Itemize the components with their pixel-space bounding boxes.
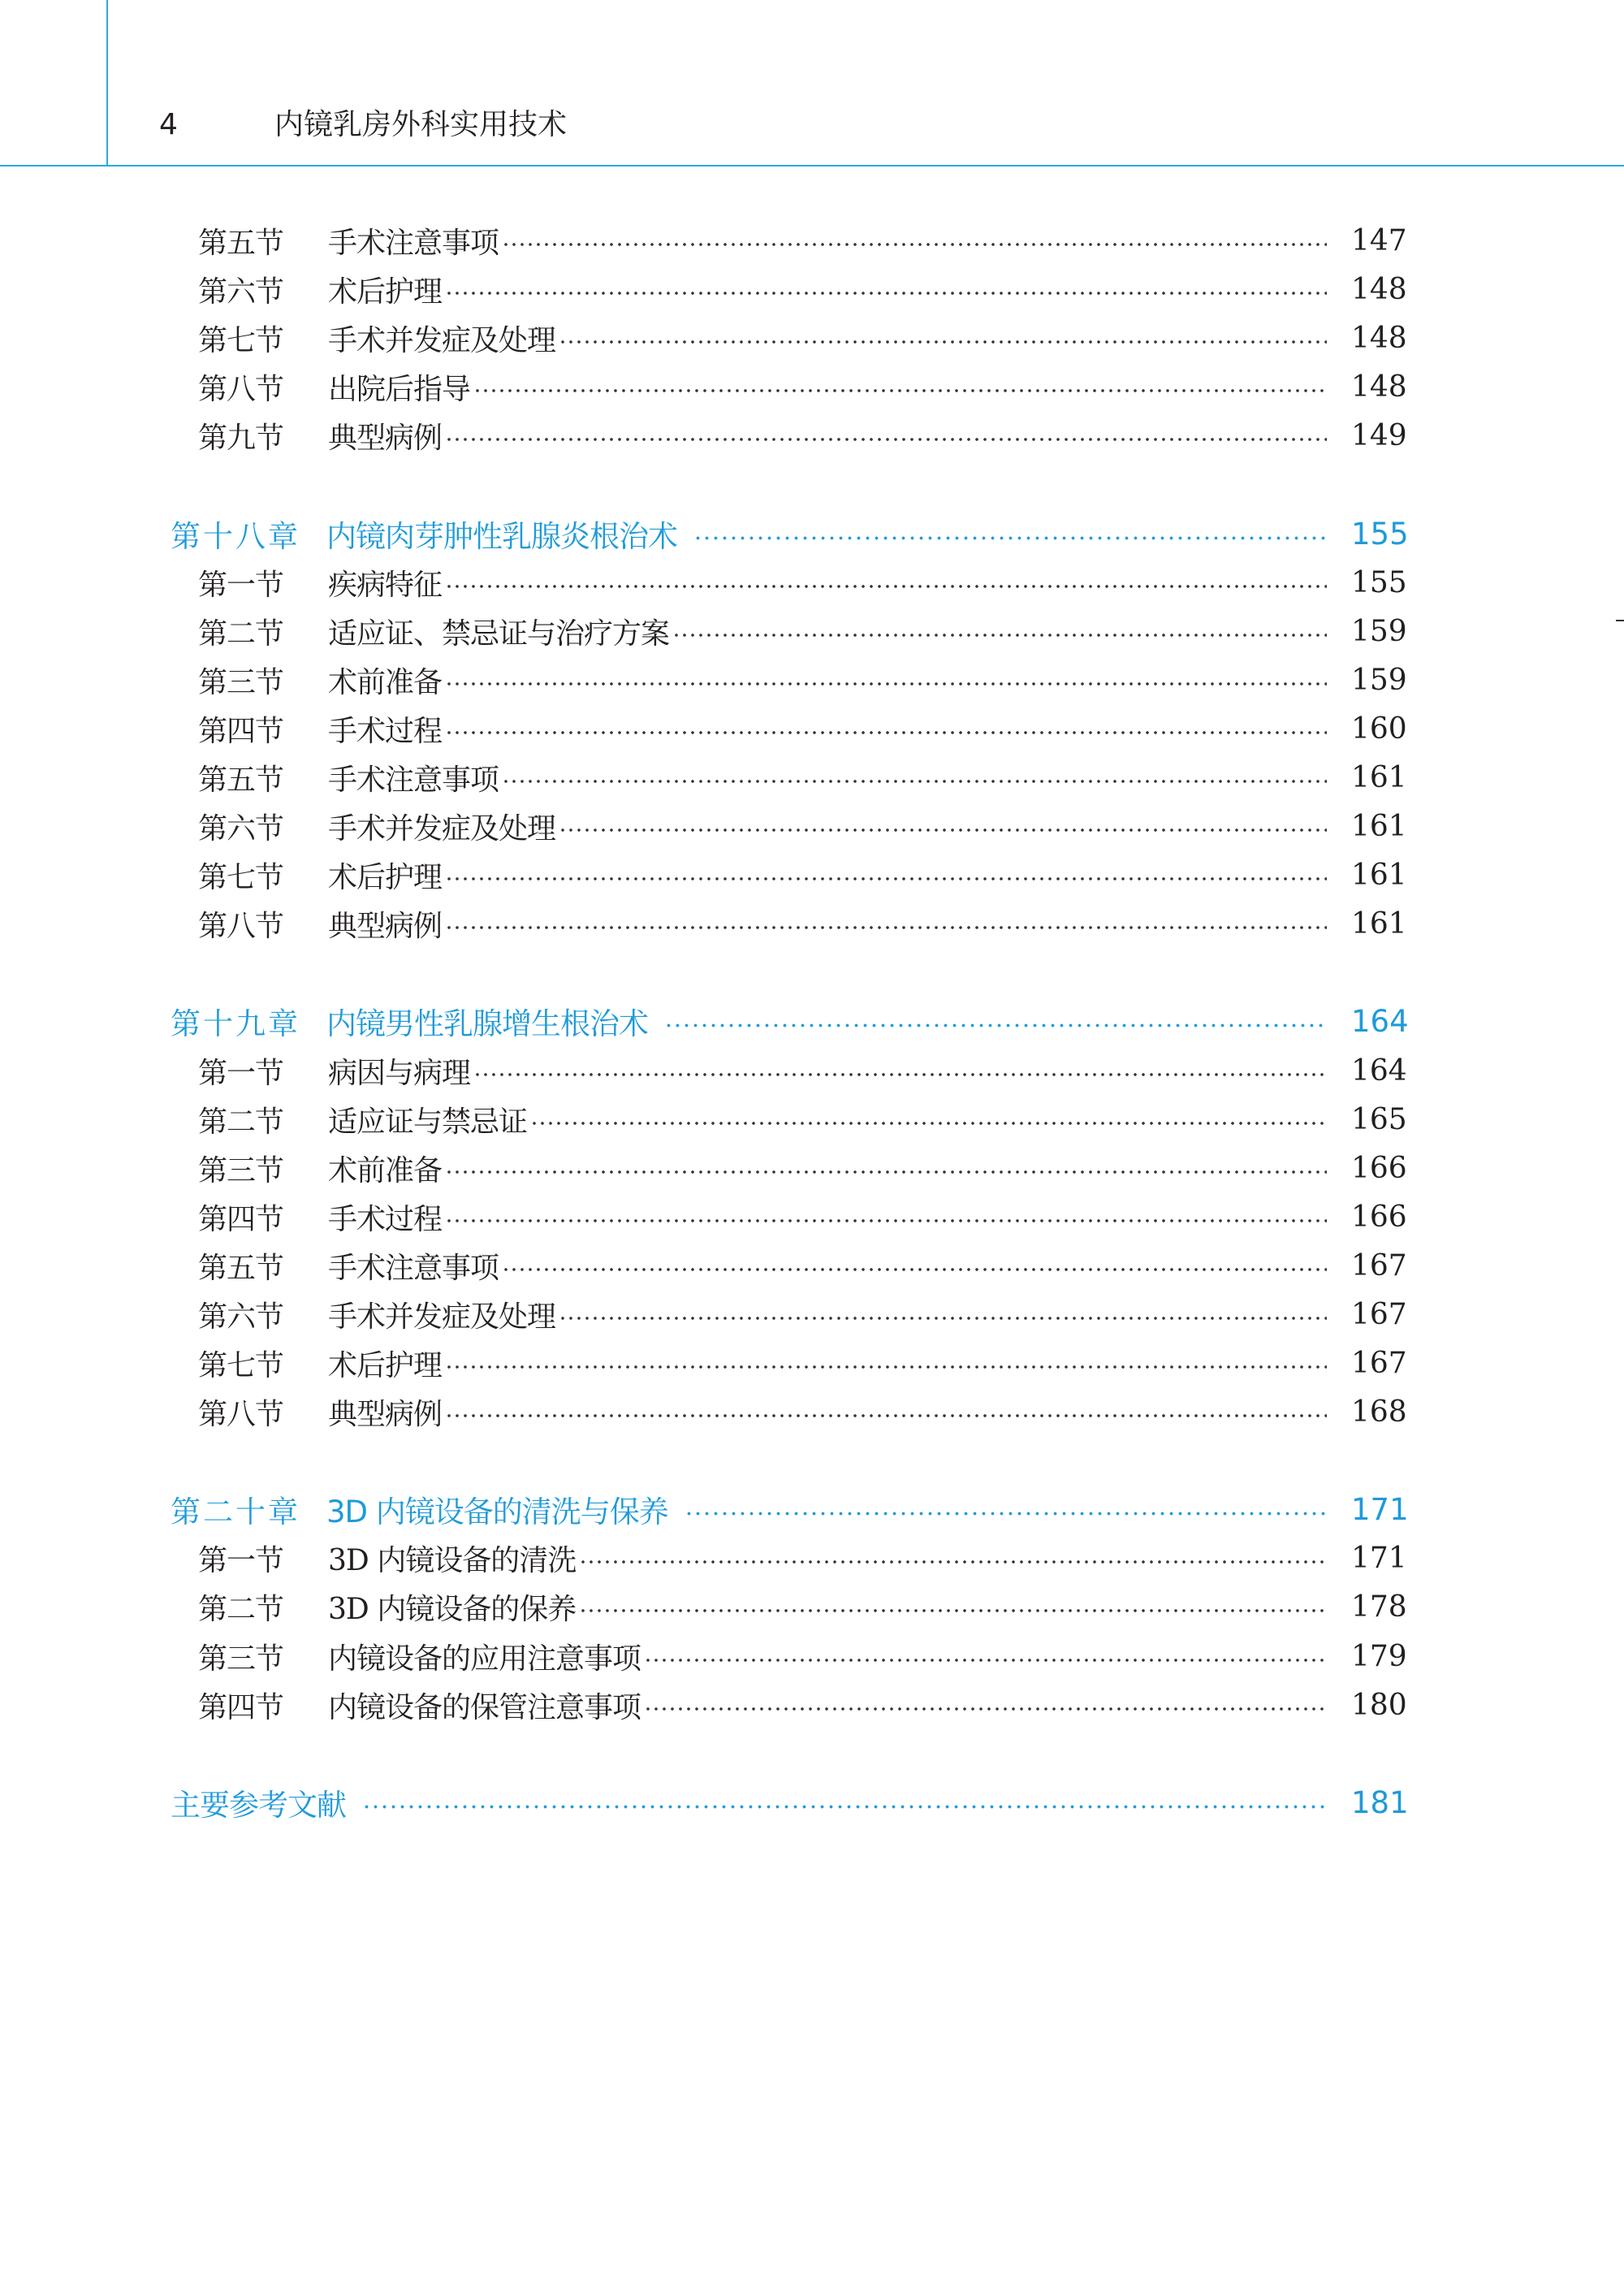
page-ref: 161: [1351, 906, 1407, 941]
page-ref: 147: [1351, 223, 1407, 257]
dot-leader: [445, 411, 1327, 460]
section-title: 手术注意事项: [328, 226, 499, 260]
dot-leader: [502, 216, 1327, 265]
chapter-title: 内镜男性乳腺增生根治术: [326, 1006, 648, 1041]
section-number: 第五节: [198, 1251, 284, 1285]
section-number: 第七节: [198, 323, 284, 357]
dot-leader: [445, 655, 1327, 704]
page-ref: 155: [1351, 565, 1407, 599]
section-number: 第五节: [198, 226, 284, 260]
section-number: 第三节: [198, 1153, 284, 1187]
toc-section-entry[interactable]: [198, 314, 1407, 362]
dot-leader: [445, 850, 1327, 899]
toc-section-entry[interactable]: [198, 1681, 1407, 1729]
page-ref: 166: [1351, 1151, 1407, 1185]
section-title: 疾病特征: [328, 568, 443, 602]
page-ref: 164: [1351, 1053, 1407, 1088]
section-title: 病因与病理: [328, 1056, 471, 1090]
dot-leader: [445, 265, 1327, 314]
toc-chapter-entry[interactable]: [171, 1485, 1408, 1533]
section-title: 出院后指导: [328, 372, 471, 406]
toc-section-entry[interactable]: [198, 850, 1407, 899]
chapter-number: 第十九章: [171, 1006, 300, 1041]
page-ref: 167: [1351, 1297, 1407, 1331]
section-title: 手术并发症及处理: [328, 811, 556, 846]
dot-leader: [473, 1046, 1327, 1095]
dot-leader: [445, 1339, 1327, 1387]
page-ref: 171: [1351, 1541, 1407, 1575]
dot-leader: [559, 1290, 1327, 1339]
section-title: 内镜设备的保管注意事项: [328, 1690, 641, 1724]
section-title: 手术过程: [328, 714, 443, 748]
section-number: 第四节: [198, 1202, 284, 1236]
dot-leader: [445, 899, 1327, 948]
toc-section-entry[interactable]: [198, 1241, 1407, 1290]
page-ref: 155: [1351, 516, 1409, 552]
page-ref: 178: [1351, 1590, 1407, 1624]
page-ref: 168: [1351, 1395, 1407, 1429]
page-ref: 148: [1351, 370, 1407, 404]
section-number: 第八节: [198, 1397, 284, 1431]
section-title: 手术注意事项: [328, 1251, 499, 1285]
dot-leader: [530, 1095, 1327, 1144]
section-number: 第二节: [198, 1592, 284, 1626]
section-number: 第三节: [198, 1642, 284, 1676]
page-ref: 167: [1351, 1248, 1407, 1283]
toc-section-entry[interactable]: [198, 1339, 1407, 1387]
toc-section-entry[interactable]: [198, 1632, 1407, 1681]
section-number: 第八节: [198, 372, 284, 406]
section-number: 第四节: [198, 714, 284, 748]
section-number: 第三节: [198, 665, 284, 699]
dot-leader: [579, 1533, 1327, 1582]
toc-section-entry[interactable]: [198, 1582, 1407, 1631]
chapter-number: 第十八章: [171, 519, 300, 554]
toc-section-entry[interactable]: [198, 655, 1407, 704]
section-number: 第六节: [198, 1300, 284, 1334]
section-number: 第一节: [198, 1543, 284, 1577]
chapter-title: 3D 内镜设备的清洗与保养: [326, 1495, 668, 1529]
toc-section-entry[interactable]: [198, 802, 1407, 850]
section-number: 第一节: [198, 568, 284, 602]
header-vertical-rule: [106, 0, 108, 167]
toc-section-entry[interactable]: [198, 899, 1407, 948]
section-title: 手术并发症及处理: [328, 323, 556, 357]
toc-section-entry[interactable]: [198, 1387, 1407, 1436]
dot-leader: [362, 1778, 1327, 1827]
toc-section-entry[interactable]: [198, 558, 1407, 607]
dot-leader: [579, 1582, 1327, 1631]
toc-section-entry[interactable]: [198, 411, 1407, 460]
page-ref: 160: [1351, 712, 1407, 746]
page-ref: 159: [1351, 663, 1407, 697]
section-number: 第二节: [198, 616, 284, 651]
section-number: 第二节: [198, 1105, 284, 1139]
dot-leader: [502, 1241, 1327, 1290]
section-number: 第六节: [198, 811, 284, 846]
toc-section-entry[interactable]: [198, 1144, 1407, 1192]
page-number: 4: [159, 108, 178, 141]
toc-section-entry[interactable]: [198, 704, 1407, 753]
dot-leader: [685, 1485, 1327, 1533]
section-title: 典型病例: [328, 1397, 443, 1431]
section-title: 典型病例: [328, 421, 443, 455]
page-ref: 180: [1351, 1688, 1407, 1722]
page-ref: 179: [1351, 1639, 1407, 1673]
section-title: 术后护理: [328, 1348, 443, 1382]
edge-crop-mark: [1616, 620, 1624, 621]
toc-section-entry[interactable]: [198, 1192, 1407, 1241]
dot-leader: [559, 314, 1327, 362]
section-title: 3D 内镜设备的保养: [328, 1592, 577, 1626]
section-number: 第八节: [198, 909, 284, 943]
toc-section-entry[interactable]: [198, 265, 1407, 314]
dot-leader: [559, 802, 1327, 850]
dot-leader: [445, 1192, 1327, 1241]
page-ref: 161: [1351, 858, 1407, 892]
section-number: 第七节: [198, 1348, 284, 1382]
section-title: 3D 内镜设备的清洗: [328, 1543, 577, 1577]
header-horizontal-rule: [0, 165, 1624, 167]
dot-leader: [693, 509, 1327, 558]
section-title: 术前准备: [328, 1153, 443, 1187]
section-number: 第九节: [198, 421, 284, 455]
page-ref: 164: [1351, 1003, 1409, 1039]
toc-section-entry[interactable]: [198, 1046, 1407, 1095]
dot-leader: [473, 362, 1327, 411]
page-ref: 161: [1351, 760, 1407, 794]
page-ref: 181: [1351, 1784, 1409, 1820]
dot-leader: [644, 1632, 1327, 1681]
section-title: 典型病例: [328, 909, 443, 943]
book-title: 内镜乳房外科实用技术: [274, 108, 568, 141]
page-ref: 148: [1351, 272, 1407, 306]
toc-section-entry[interactable]: [198, 216, 1407, 265]
section-title: 适应证、禁忌证与治疗方案: [328, 616, 670, 651]
section-number: 第七节: [198, 860, 284, 894]
section-title: 手术注意事项: [328, 763, 499, 797]
page-ref: 159: [1351, 614, 1407, 648]
section-number: 第四节: [198, 1690, 284, 1724]
dot-leader: [445, 704, 1327, 753]
dot-leader: [644, 1681, 1327, 1729]
toc-section-entry[interactable]: [198, 1290, 1407, 1339]
page-ref: 166: [1351, 1200, 1407, 1234]
page-ref: 165: [1351, 1102, 1407, 1136]
section-title: 手术过程: [328, 1202, 443, 1236]
toc-chapter-entry[interactable]: [171, 1778, 1408, 1827]
dot-leader: [672, 607, 1327, 655]
chapter-title: 主要参考文献: [171, 1788, 346, 1823]
dot-leader: [502, 753, 1327, 802]
toc-chapter-entry[interactable]: [171, 997, 1408, 1045]
section-number: 第一节: [198, 1056, 284, 1090]
dot-leader: [664, 997, 1327, 1045]
page-ref: 148: [1351, 321, 1407, 355]
toc-section-entry[interactable]: [198, 1095, 1407, 1144]
chapter-number: 第二十章: [171, 1495, 300, 1529]
toc-section-entry[interactable]: [198, 1533, 1407, 1582]
toc-section-entry[interactable]: [198, 607, 1407, 655]
chapter-title: 内镜肉芽肿性乳腺炎根治术: [326, 519, 677, 554]
section-title: 术后护理: [328, 275, 443, 309]
section-title: 适应证与禁忌证: [328, 1105, 528, 1139]
section-number: 第五节: [198, 763, 284, 797]
toc-section-entry[interactable]: [198, 753, 1407, 802]
toc-chapter-entry[interactable]: [171, 509, 1408, 558]
dot-leader: [445, 1144, 1327, 1192]
page-ref: 149: [1351, 418, 1407, 452]
page-ref: 171: [1351, 1491, 1409, 1527]
page-ref: 167: [1351, 1346, 1407, 1380]
page-ref: 161: [1351, 809, 1407, 843]
section-title: 手术并发症及处理: [328, 1300, 556, 1334]
toc-section-entry[interactable]: [198, 362, 1407, 411]
dot-leader: [445, 1387, 1327, 1436]
section-title: 内镜设备的应用注意事项: [328, 1642, 641, 1676]
section-title: 术前准备: [328, 665, 443, 699]
dot-leader: [445, 558, 1327, 607]
section-title: 术后护理: [328, 860, 443, 894]
section-number: 第六节: [198, 275, 284, 309]
